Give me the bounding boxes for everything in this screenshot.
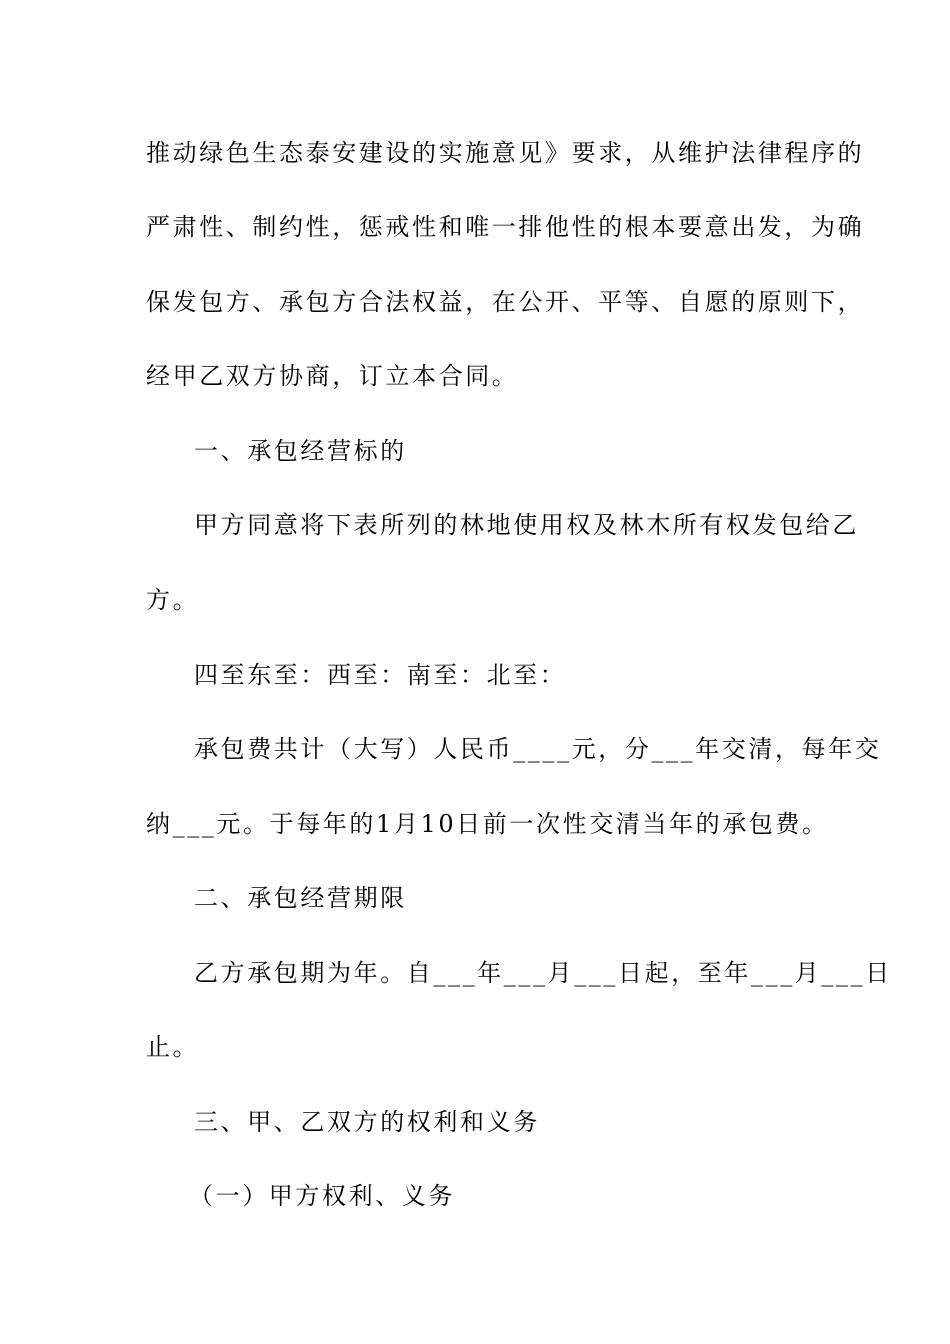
section-heading-2: 二、承包经营期限 [194, 884, 407, 912]
paragraph-line: 严肃性、制约性，惩戒性和唯一排他性的根本要意出发，为确 [146, 213, 865, 241]
paragraph-line: 承包费共计（大写）人民币____元，分___年交清，每年交 [194, 735, 882, 763]
paragraph-line: 甲方同意将下表所列的林地使用权及林木所有权发包给乙 [194, 511, 859, 539]
subsection-heading: （一）甲方权利、义务 [189, 1182, 455, 1210]
paragraph-line: 经甲乙双方协商，订立本合同。 [146, 362, 519, 390]
section-heading-1: 一、承包经营标的 [194, 437, 407, 465]
paragraph-line: 保发包方、承包方合法权益，在公开、平等、自愿的原则下， [146, 288, 865, 316]
paragraph-line: 推动绿色生态泰安建设的实施意见》要求，从维护法律程序的 [146, 139, 865, 167]
boundaries-line: 四至东至：西至：南至：北至： [194, 661, 567, 689]
paragraph-line: 方。 [146, 586, 200, 614]
section-heading-3: 三、甲、乙双方的权利和义务 [194, 1108, 540, 1136]
paragraph-line: 止。 [146, 1033, 200, 1061]
paragraph-line: 乙方承包期为年。自___年___月___日起，至年___月___日 [194, 959, 892, 987]
paragraph-line: 纳___元。于每年的1月10日前一次性交清当年的承包费。 [146, 810, 829, 838]
